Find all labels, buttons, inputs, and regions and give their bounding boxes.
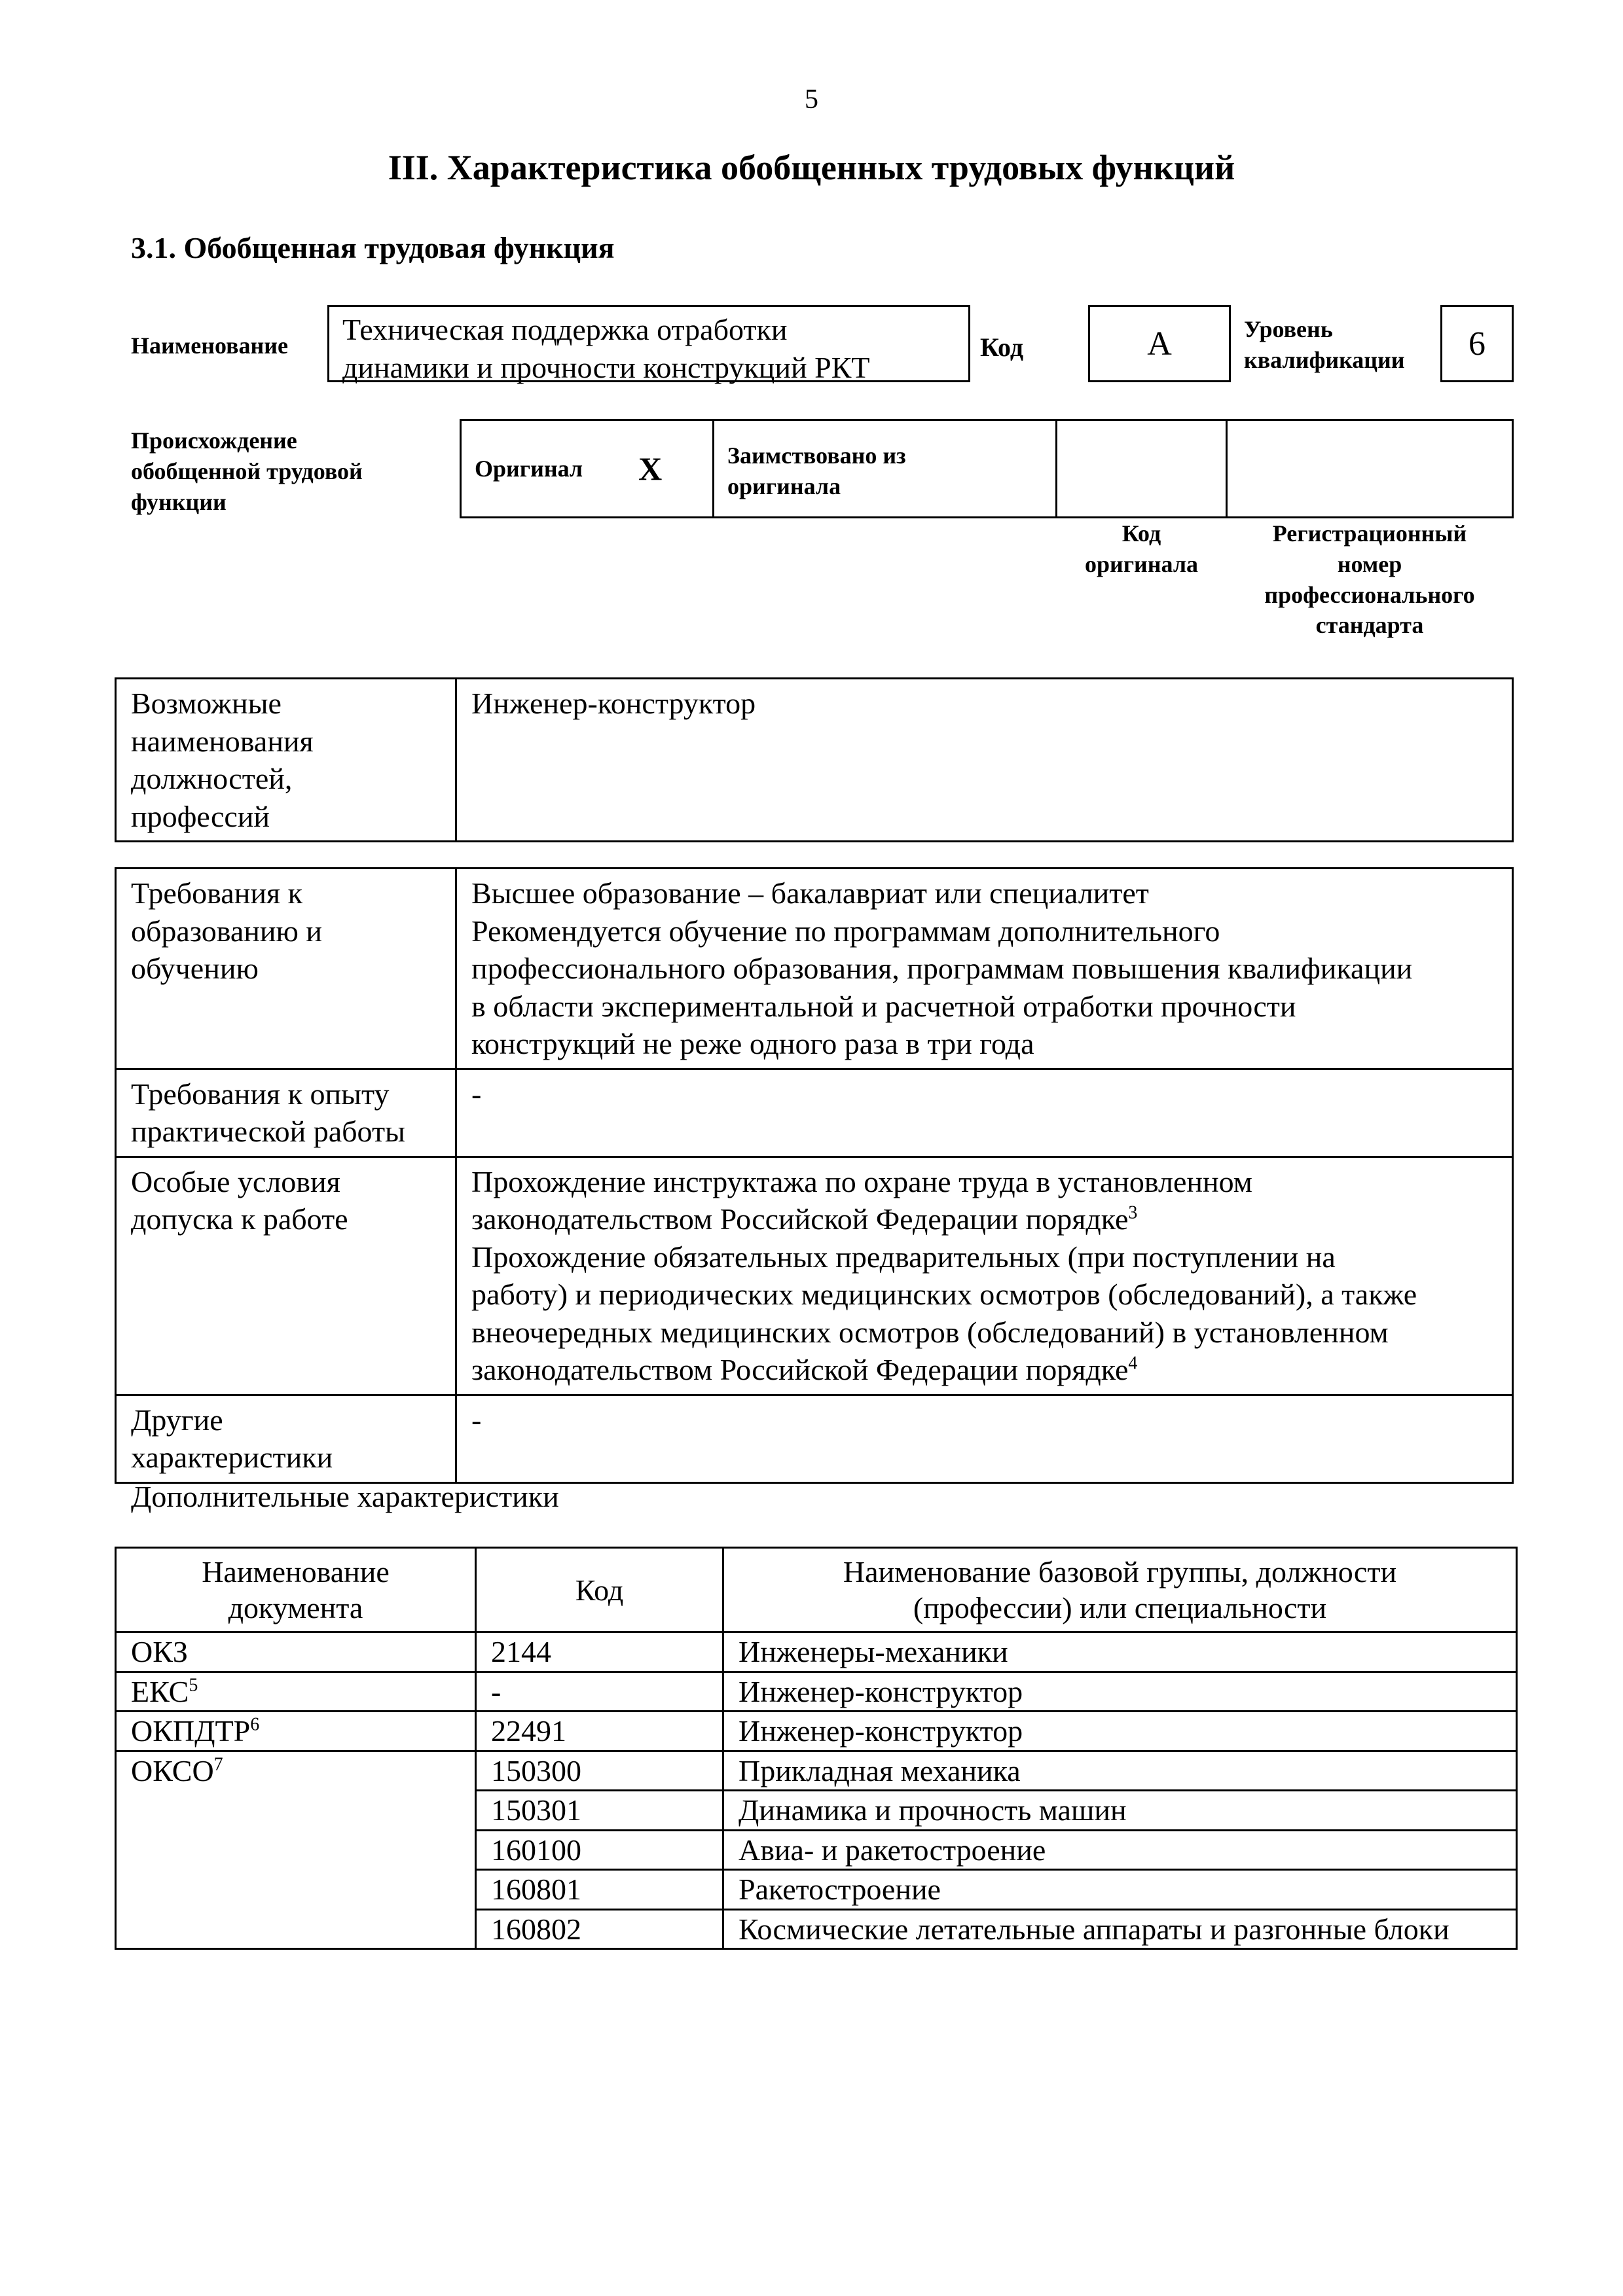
footnote-ref-6: 6 [250,1715,260,1736]
page-number: 5 [805,84,818,115]
conditions-line6-text: законодательством Российской Федерации порядке [471,1353,1129,1386]
row-doc [116,1672,476,1712]
row-code: 160801 [476,1870,723,1910]
reg-number-line2: номер [1337,550,1402,577]
row-doc [116,1712,476,1751]
experience-label [116,1069,456,1157]
row-name: Космические летательные аппараты и разгонные блоки [723,1909,1517,1949]
additional-title: Дополнительные характеристики [131,1480,559,1513]
origin-label-line2: обобщенной трудовой [131,457,363,484]
row-name: Прикладная механика [723,1751,1517,1791]
borrowed-line2: оригинала [727,473,841,499]
table-row [116,1712,1517,1751]
education-label [116,869,456,1069]
header-doc-line1: Наименование [202,1555,390,1588]
section-title: III. Характеристика обобщенных трудовых функций [388,148,1235,187]
original-box [460,419,714,518]
table-row [116,1672,1517,1712]
name-value-box [327,305,970,382]
row-code: - [476,1672,723,1712]
header-name [723,1548,1517,1632]
row-doc-text: ЕКС [131,1674,189,1708]
reg-number-box [1226,419,1514,518]
code-label: Код [980,332,1024,362]
education-value [456,869,1513,1069]
conditions-label [116,1157,456,1395]
positions-table [115,677,1514,842]
footnote-ref-4: 4 [1128,1353,1138,1374]
row-code: 22491 [476,1712,723,1751]
row-name: Ракетостроение [723,1870,1517,1910]
table-row [116,1395,1513,1482]
code-original-line2: оригинала [1084,550,1199,577]
row-code: 160100 [476,1830,723,1870]
original-label: Оригинал [475,455,583,482]
conditions-line5: внеочередных медицинских осмотров (обследований) в установленном [471,1315,1389,1349]
code-value-box [1088,305,1231,382]
row-doc-text: ОКПДТР [131,1714,251,1748]
borrowed-box [712,419,1057,518]
row-doc [116,1751,476,1949]
conditions-line3: Прохождение обязательных предварительных (при поступлении на [471,1240,1336,1274]
education-line3: профессионального образования, программам повышения квалификации [471,952,1413,985]
row-name: Инженер-конструктор [723,1672,1517,1712]
row-name: Инженеры-механики [723,1632,1517,1672]
conditions-label-line1: Особые условия [131,1164,340,1198]
footnote-ref-3: 3 [1128,1202,1138,1223]
name-value-line1: Техническая поддержка отработки [342,313,788,346]
education-line4: в области экспериментальной и расчетной отработки прочности [471,989,1296,1023]
experience-value: - [456,1069,1513,1157]
table-row [116,679,1513,842]
origin-label [131,425,363,517]
other-value: - [456,1395,1513,1482]
conditions-label-line2: допуска к работе [131,1202,348,1236]
conditions-line4: работу) и периодических медицинских осмотров (обследований), а также [471,1278,1417,1311]
row-name: Авиа- и ракетостроение [723,1830,1517,1870]
header-doc-line2: документа [228,1591,363,1625]
other-label-line2: характеристики [131,1441,333,1474]
conditions-line2-text: законодательством Российской Федерации порядке [471,1202,1129,1236]
conditions-value [456,1157,1513,1395]
row-code: 150301 [476,1791,723,1831]
header-code: Код [476,1548,723,1632]
table-row [116,1157,1513,1395]
experience-label-line1: Требования к опыту [131,1077,390,1111]
footnote-ref-7: 7 [213,1754,223,1775]
reg-number-caption [1226,518,1514,641]
row-code: 150300 [476,1751,723,1791]
origin-label-line3: функции [131,488,227,515]
positions-label-line4: профессий [131,799,270,833]
reg-number-line1: Регистрационный [1272,520,1467,547]
positions-label [116,679,456,842]
other-label-line1: Другие [131,1403,223,1437]
code-original-caption [1055,518,1228,580]
reg-number-line3: профессионального [1264,581,1475,608]
experience-label-line2: практической работы [131,1115,405,1148]
row-name: Динамика и прочность машин [723,1791,1517,1831]
other-label [116,1395,456,1482]
reg-number-line4: стандарта [1315,612,1424,639]
conditions-line6 [471,1351,1497,1389]
positions-label-line1: Возможные [131,687,282,720]
row-code: 2144 [476,1632,723,1672]
table-row [116,1632,1517,1672]
education-line5: конструкций не реже одного раза в три года [471,1027,1034,1060]
level-label-line2: квалификации [1244,346,1405,373]
header-name-line1: Наименование базовой группы, должности [843,1555,1397,1588]
row-doc-text: ОКЗ [131,1635,188,1669]
origin-label-line1: Происхождение [131,427,297,454]
table-row [116,1069,1513,1157]
code-original-box [1055,419,1228,518]
education-line2: Рекомендуется обучение по программам дополнительного [471,914,1220,948]
original-mark: X [638,450,663,487]
subsection-title: 3.1. Обобщенная трудовая функция [131,231,615,264]
positions-value: Инженер-конструктор [456,679,1513,842]
name-value-line2: динамики и прочности конструкций РКТ [342,350,870,384]
table-header-row [116,1548,1517,1632]
row-doc [116,1632,476,1672]
table-row [116,869,1513,1069]
code-original-line1: Код [1122,520,1161,547]
footnote-ref-5: 5 [189,1675,198,1696]
row-name: Инженер-конструктор [723,1712,1517,1751]
level-label [1244,314,1405,376]
level-value: 6 [1468,325,1486,363]
conditions-line2 [471,1200,1497,1238]
requirements-table [115,867,1514,1484]
education-label-line1: Требования к [131,876,302,910]
row-doc-text: ОКСО [131,1753,214,1787]
positions-label-line2: наименования [131,724,314,758]
conditions-line1: Прохождение инструктажа по охране труда в установленном [471,1164,1252,1198]
additional-table [115,1547,1518,1950]
code-value: А [1147,325,1172,363]
education-line1: Высшее образование – бакалавриат или специалитет [471,876,1149,910]
row-code: 160802 [476,1909,723,1949]
education-label-line2: образованию и [131,914,322,948]
table-row [116,1751,1517,1791]
header-doc [116,1548,476,1632]
level-label-line1: Уровень [1244,316,1333,342]
level-value-box [1440,305,1514,382]
education-label-line3: обучению [131,952,259,985]
header-name-line2: (профессии) или специальности [913,1591,1327,1625]
name-label: Наименование [131,332,288,359]
positions-label-line3: должностей, [131,762,293,795]
borrowed-line1: Заимствовано из [727,442,906,469]
